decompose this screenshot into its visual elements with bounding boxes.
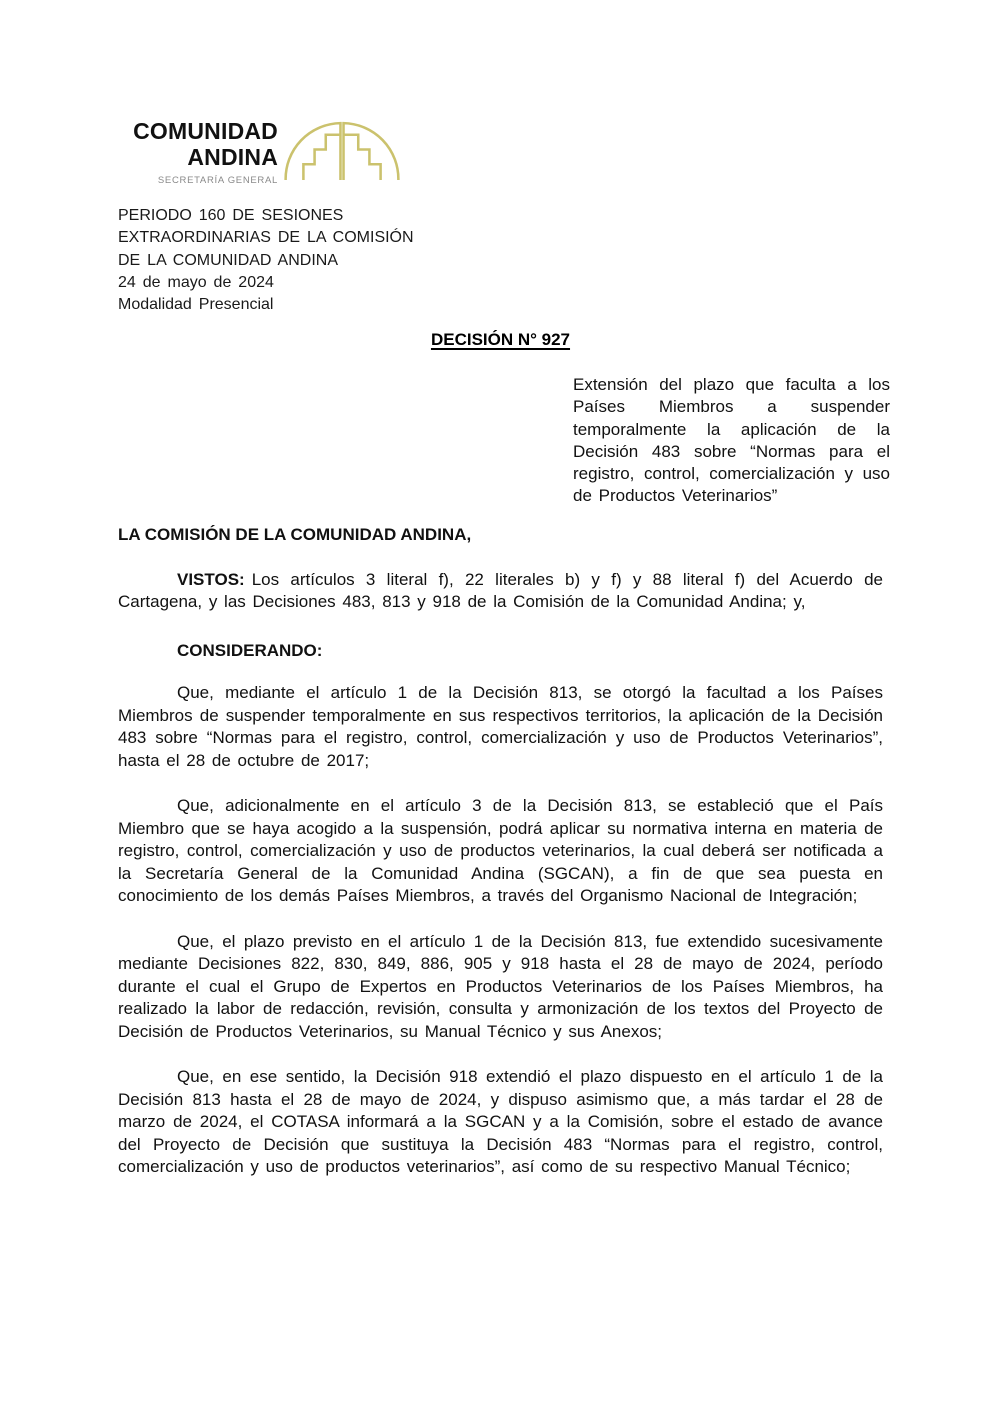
recital-paragraph-2: Que, adicionalmente en el artículo 3 de la Decisión 813, se estableció que el País Miembro que se haya acogido a la suspensión, podrá aplicar su normativa interna en materia de registro, control, comercialización y uso de productos veterinarios, la cual deberá ser notificada a la Secretaría General de la Comunidad Andina (SGCAN), a fin de que sea puesta en conocimiento de los demás Países Miembros, a través del Organismo Nacional de Integración; bbox=[118, 796, 883, 905]
recital-paragraph-3: Que, el plazo previsto en el artículo 1 de la Decisión 813, fue extendido sucesivamente mediante Decisiones 822, 830, 849, 886, 905 y 918 hasta el 28 de mayo de 2024, período durante el cual el Grupo de Expertos en Productos Veterinarios de los Países Miembros, ha realizado la labor de redacción, revisión, consulta y armonización de los textos del Proyecto de Decisión de Productos Veterinarios, su Manual Técnico y sus Anexos; bbox=[118, 931, 883, 1041]
vistos-paragraph bbox=[118, 569, 883, 614]
recital-paragraph-4: Que, en ese sentido, la Decisión 918 extendió el plazo dispuesto en el artículo 1 de la Decisión 813 hasta el 28 de mayo de 2024, y dispuso asimismo que, a más tardar el 28 de marzo de 2024, el COTASA informará a la SGCAN y a la Comisión, sobre el estado de avance del Proyecto de Decisión que sustituya la Decisión 483 “Normas para el registro, control, comercialización y uso de productos veterinarios”, así como de su respectivo Manual Técnico; bbox=[118, 1067, 883, 1176]
andean-arch-icon bbox=[283, 116, 401, 181]
vistos-label: VISTOS: bbox=[177, 569, 245, 589]
decision-title bbox=[118, 330, 883, 350]
session-header-line-1: PERIODO 160 DE SESIONES bbox=[118, 207, 344, 224]
logo-org-name-line2: ANDINA bbox=[187, 144, 278, 170]
decision-title-text: DECISIÓN N° 927 bbox=[430, 330, 571, 349]
considerando-heading: CONSIDERANDO: bbox=[177, 640, 323, 660]
session-header bbox=[118, 205, 448, 316]
session-modality: Modalidad Presencial bbox=[118, 296, 274, 314]
logo-org-name-line1: COMUNIDAD bbox=[133, 118, 278, 144]
opening-clause: LA COMISIÓN DE LA COMUNIDAD ANDINA, bbox=[118, 525, 472, 544]
logo-wordmark bbox=[118, 118, 278, 186]
logo-subtitle: SECRETARÍA GENERAL bbox=[157, 175, 278, 186]
recital-paragraph-1: Que, mediante el artículo 1 de la Decisión 813, se otorgó la facultad a los Países Miembros de suspender temporalmente en sus respectivos territorios, la aplicación de la Decisión 483 sobre “Normas para el registro, control, comercialización y uso de Productos Veterinarios”, hasta el 28 de octubre de 2017; bbox=[118, 683, 883, 770]
vistos-text: Los artículos 3 literal f), 22 literales b) y f) y 88 literal f) del Acuerdo de Cartagena, y las Decisiones 483, 813 y 918 de la Comisión de la Comunidad Andina; y, bbox=[118, 569, 883, 611]
session-date: 24 de mayo de 2024 bbox=[118, 273, 274, 291]
document-body bbox=[118, 524, 883, 1202]
logo bbox=[118, 118, 278, 186]
session-header-line-2: EXTRAORDINARIAS DE LA COMISIÓN bbox=[118, 229, 414, 247]
decision-subject: Extensión del plazo que faculta a los Países Miembros a suspender temporalmente la aplicación de la Decisión 483 sobre “Normas para el registro, control, comercialización y uso de Productos Veterinarios” bbox=[573, 375, 890, 506]
session-header-line-3: DE LA COMUNIDAD ANDINA bbox=[118, 251, 338, 269]
